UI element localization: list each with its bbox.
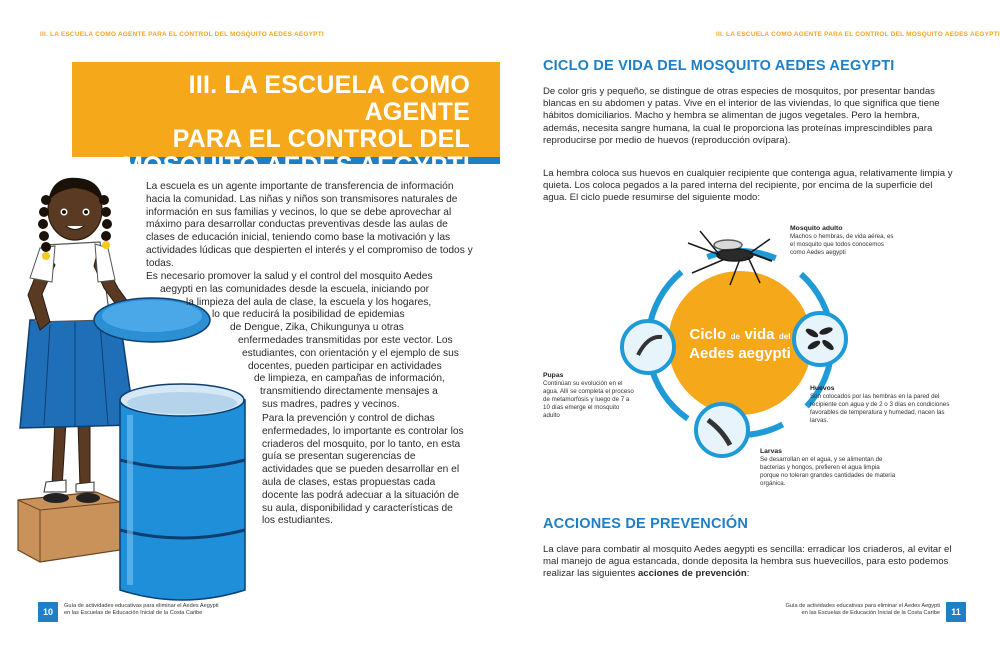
running-head-right: III. LA ESCUELA COMO AGENTE PARA EL CONTROL DEL MOSQUITO AEDES AEGYPTI xyxy=(716,31,1000,38)
pupae-node xyxy=(622,321,674,373)
eggs-node xyxy=(794,313,846,365)
prevention-heading: ACCIONES DE PREVENCIÓN xyxy=(543,516,749,532)
adult-title: Mosquito adulto xyxy=(790,225,843,232)
paragraph-line: estudiantes, con orientación y el ejemplo de sus xyxy=(242,347,459,359)
prevention-intro-bold: acciones de prevención xyxy=(637,568,747,580)
eggs-text: Son colocados por las hembras en la pared del recipiente con agua y de 2 o 3 días en condiciones favorables de temperatura y humedad, nacen las larvas. xyxy=(810,393,950,424)
life-cycle-diagram xyxy=(600,225,870,485)
chapter-title-line: PARA EL CONTROL DEL xyxy=(172,125,470,153)
cycle-title-line-1 xyxy=(690,326,791,343)
paragraph-line: aegypti en las comunidades desde la escuela, iniciando por xyxy=(160,283,430,295)
footer-line: Guía de actividades educativas para eliminar el Aedes Aegypti xyxy=(785,603,940,609)
lifecycle-heading: CICLO DE VIDA DEL MOSQUITO AEDES AEGYPTI xyxy=(543,58,895,74)
cycle-word-vida: vida xyxy=(744,326,775,343)
footer-right xyxy=(754,603,940,617)
cycle-word-ciclo: Ciclo xyxy=(689,326,727,343)
paragraph-line: sus madres, padres y vecinos. xyxy=(262,398,400,410)
adult-text: Machos o hembras, de vida aérea, es el mosquito que todos conocemos como Aedes aegypti xyxy=(790,233,894,256)
adult-label xyxy=(790,225,900,257)
cycle-title-line-2: Aedes aegypti xyxy=(689,345,791,362)
running-head-left: III. LA ESCUELA COMO AGENTE PARA EL CONTROL DEL MOSQUITO AEDES AEGYPTI xyxy=(40,31,324,38)
chapter-title xyxy=(90,72,470,180)
paragraph-line: transmitiendo directamente mensajes a xyxy=(260,386,438,398)
paragraph-line: docentes, pueden participar en actividades xyxy=(248,360,442,372)
larvae-label xyxy=(760,448,900,488)
intro-paragraph: La escuela es un agente importante de transferencia de información hacia la comunidad. Las niñas y niños son transmisores naturales de información en sus familias y vecinos, lo que se debe aprovechar al máximo para desarrollar conductas preventivas desde las aulas de clases de educación inicial, teniendo como base la motivación y las actividades lúdicas que despierten el interés y el compromiso de todos y todas. xyxy=(146,181,473,269)
paragraph-line: de Dengue, Zika, Chikungunya u otras xyxy=(230,322,404,334)
egg-laying-description: La hembra coloca sus huevos en cualquier recipiente que contenga agua, relativamente limpia y quieta. Los coloca pegados a la pared interna del recipiente, por encima de la superficie del agua. El ciclo puede resumirse del siguiente modo: xyxy=(543,168,953,204)
mosquito-description: De color gris y pequeño, se distingue de otras especies de mosquitos, por presentar bandas blancas en su abdomen y patas. Vive en el interior de las viviendas, lo que significa que tiene hábitos domiciliarios. Macho y hembra se alimentan de jugos vegetales. Pero la hembra, además, necesita sangre humana, la cual le proporciona las proteínas imprescindibles para reproducirse por medio de huevos (reproducción ovípara). xyxy=(543,86,940,146)
prevention-intro xyxy=(543,544,953,581)
promotion-paragraph xyxy=(146,271,466,412)
right-page xyxy=(500,0,1000,647)
pupae-label xyxy=(543,372,635,420)
footer-line: en las Escuelas de Educación Inicial de la Costa Caribe xyxy=(801,610,940,616)
footer-line: en las Escuelas de Educación Inicial de la Costa Caribe xyxy=(64,610,203,616)
prevention-paragraph: Para la prevención y control de dichas enfermedades, lo importante es controlar los criaderos del mosquito, por lo tanto, en esta guía se presentan sugerencias de actividades que se pueden desarrollar en el aula de clases, estas propuestas cada docente las podrá adecuar a la situación de su aula, disponibilidad y características de los estudiantes. xyxy=(262,413,464,527)
larvae-title: Larvas xyxy=(760,448,782,455)
cycle-word-del: del xyxy=(778,332,791,341)
eggs-title: Huevos xyxy=(810,385,835,392)
paragraph-line: de limpieza, en campañas de información, xyxy=(254,373,445,385)
paragraph-line: enfermedades transmitidas por este vector. Los xyxy=(238,334,453,346)
pupae-text: Continúan su evolución en el agua. Allí se completa el proceso de metamorfosis y luego de 7 a 10 días emerge el mosquito adulto xyxy=(543,380,634,419)
chapter-title-line: MOSQUITO AEDES AEGYPTI xyxy=(122,152,470,180)
prevention-intro-end: : xyxy=(746,568,750,580)
chapter-title-line: III. LA ESCUELA COMO AGENTE xyxy=(188,71,470,126)
page-number-right: 11 xyxy=(946,602,966,622)
cycle-word-de: de xyxy=(730,332,740,341)
footer-line: Guía de actividades educativas para eliminar el Aedes Aegypti xyxy=(64,603,219,609)
pupae-title: Pupas xyxy=(543,372,564,379)
paragraph-line: lo que reducirá la posibilidad de epidemias xyxy=(212,309,405,321)
eggs-label xyxy=(810,385,960,425)
prevention-intro-text: La clave para combatir al mosquito Aedes aegypti es sencilla: erradicar los criaderos, al evitar el mal manejo de agua estancada, donde deposita la hembra sus huevecillos, para esto podemos realizar las siguientes xyxy=(543,544,952,580)
larvae-text: Se desarrollan en el agua, y se alimentan de bacterias y hongos, prefieren el agua limpia porque no toleran grandes cantidades de materia orgánica. xyxy=(760,456,896,487)
footer-left xyxy=(64,603,219,617)
page-number-left: 10 xyxy=(38,602,58,622)
paragraph-line: Es necesario promover la salud y el control del mosquito Aedes xyxy=(146,271,433,282)
paragraph-line: la limpieza del aula de clase, la escuela y los hogares, xyxy=(186,296,432,308)
